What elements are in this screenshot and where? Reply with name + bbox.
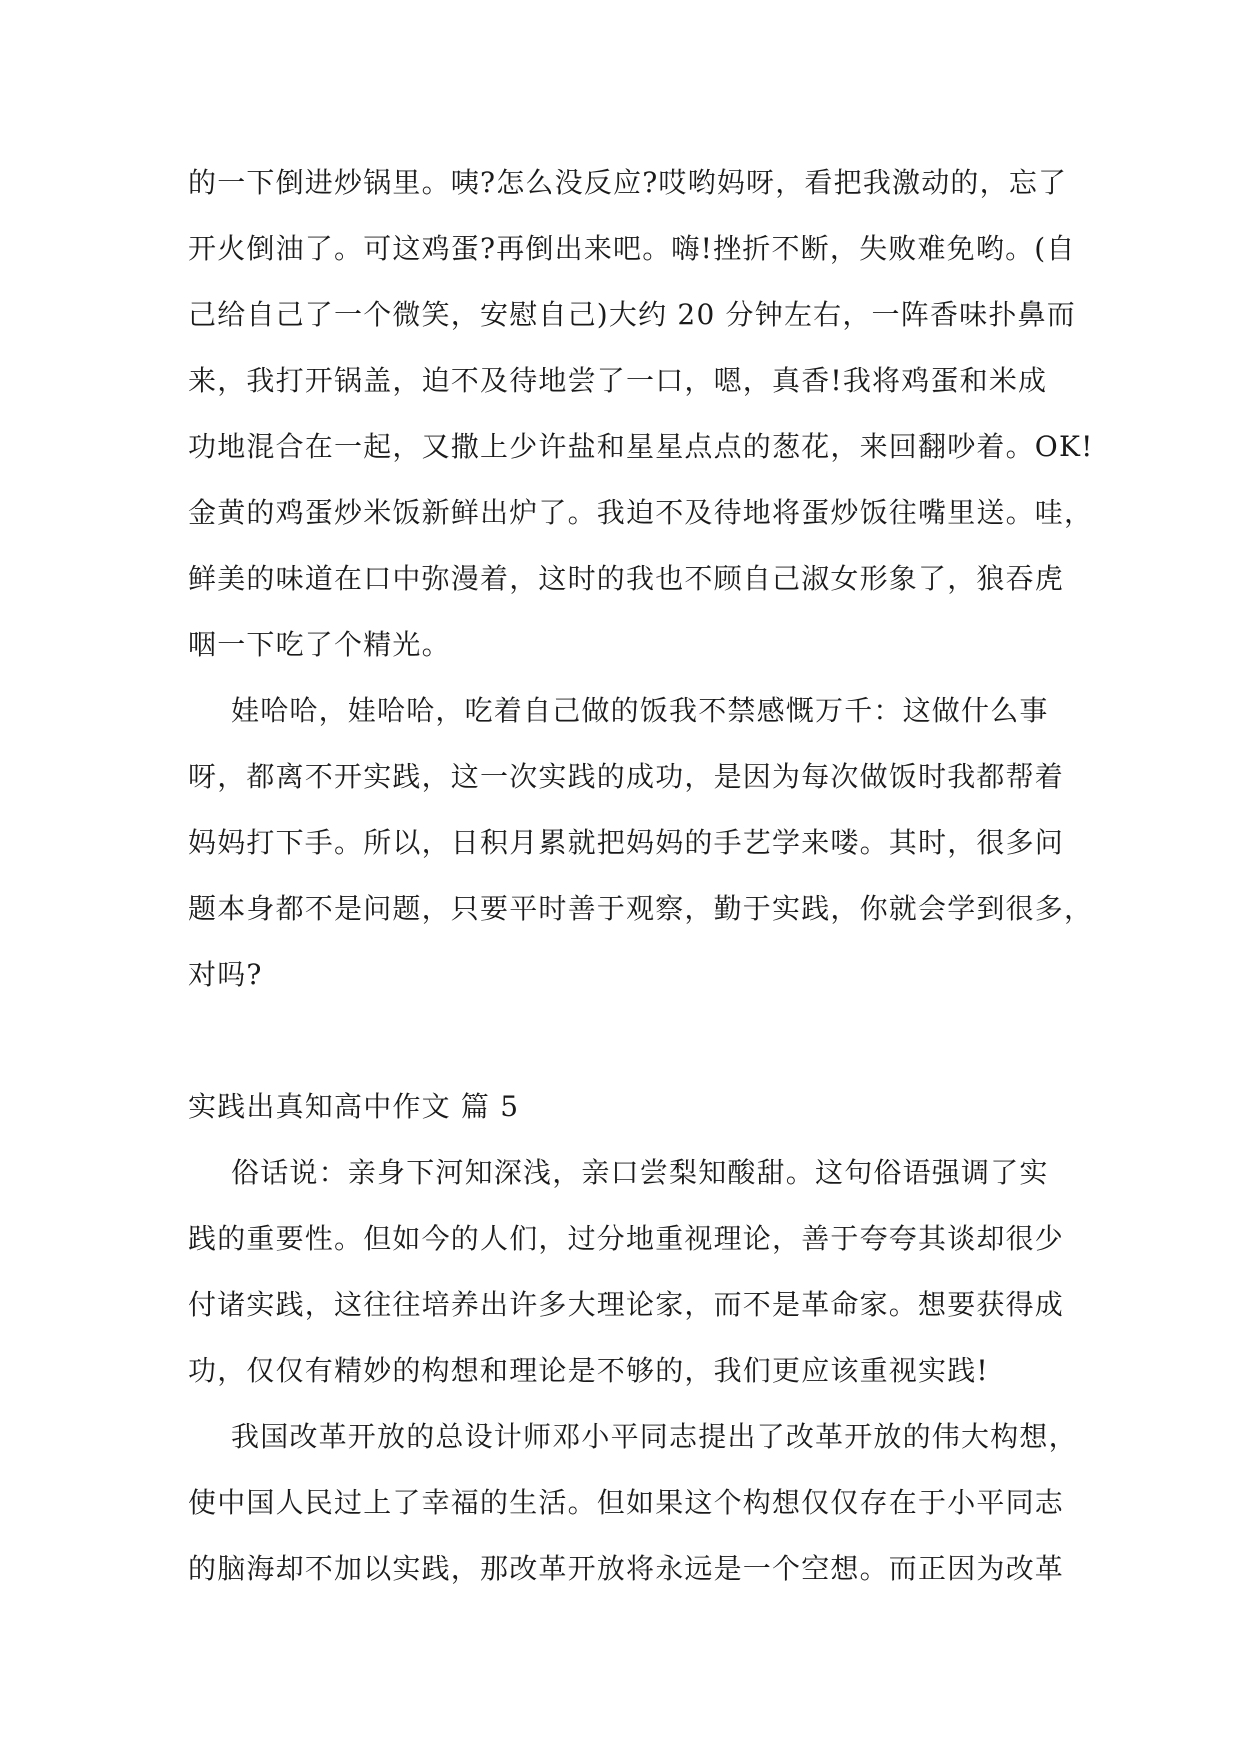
text-line: 呀，都离不开实践，这一次实践的成功，是因为每次做饭时我都帮着 (188, 760, 1065, 793)
text-line: 的脑海却不加以实践，那改革开放将永远是一个空想。而正因为改革 (188, 1552, 1065, 1585)
text-line: 题本身都不是问题，只要平时善于观察，勤于实践，你就会学到很多， (188, 892, 1094, 925)
text-line: 咽一下吃了个精光。 (188, 628, 451, 661)
text-line: 功地混合在一起，又撒上少许盐和星星点点的葱花，来回翻吵着。OK! (188, 430, 1094, 463)
text-line: 付诸实践，这往往培养出许多大理论家，而不是革命家。想要获得成 (188, 1288, 1065, 1321)
text-line: 我国改革开放的总设计师邓小平同志提出了改革开放的伟大构想， (231, 1420, 1078, 1453)
document-body (188, 150, 1094, 1602)
text-line: 对吗? (188, 958, 263, 991)
text-line: 功，仅仅有精妙的构想和理论是不够的，我们更应该重视实践! (188, 1354, 989, 1387)
text-line: 来，我打开锅盖，迫不及待地尝了一口，嗯，真香!我将鸡蛋和米成 (188, 364, 1048, 397)
text-line: 娃哈哈，娃哈哈，吃着自己做的饭我不禁感慨万千：这做什么事 (231, 694, 1049, 727)
text-line: 金黄的鸡蛋炒米饭新鲜出炉了。我迫不及待地将蛋炒饭往嘴里送。哇， (188, 496, 1094, 529)
text-line: 己给自己了一个微笑，安慰自己)大约 20 分钟左右，一阵香味扑鼻而 (188, 298, 1076, 331)
section-title: 实践出真知高中作文 篇 5 (188, 1090, 520, 1123)
text-line: 鲜美的味道在口中弥漫着，这时的我也不顾自己淑女形象了，狼吞虎 (188, 562, 1065, 595)
text-line: 妈妈打下手。所以，日积月累就把妈妈的手艺学来喽。其时，很多问 (188, 826, 1065, 859)
paragraph-1 (188, 150, 1094, 678)
text-line: 的一下倒进炒锅里。咦?怎么没反应?哎哟妈呀，看把我激动的，忘了 (188, 166, 1068, 199)
paragraph-2 (188, 678, 1094, 1008)
text-line: 使中国人民过上了幸福的生活。但如果这个构想仅仅存在于小平同志 (188, 1486, 1065, 1519)
text-line: 开火倒油了。可这鸡蛋?再倒出来吧。嗨!挫折不断，失败难免哟。(自 (188, 232, 1076, 265)
text-line: 俗话说：亲身下河知深浅，亲口尝梨知酸甜。这句俗语强调了实 (231, 1156, 1049, 1189)
section-gap (188, 1008, 1056, 1074)
paragraph-3 (188, 1140, 1065, 1404)
paragraph-4 (188, 1404, 1078, 1602)
text-line: 践的重要性。但如今的人们，过分地重视理论，善于夸夸其谈却很少 (188, 1222, 1065, 1255)
